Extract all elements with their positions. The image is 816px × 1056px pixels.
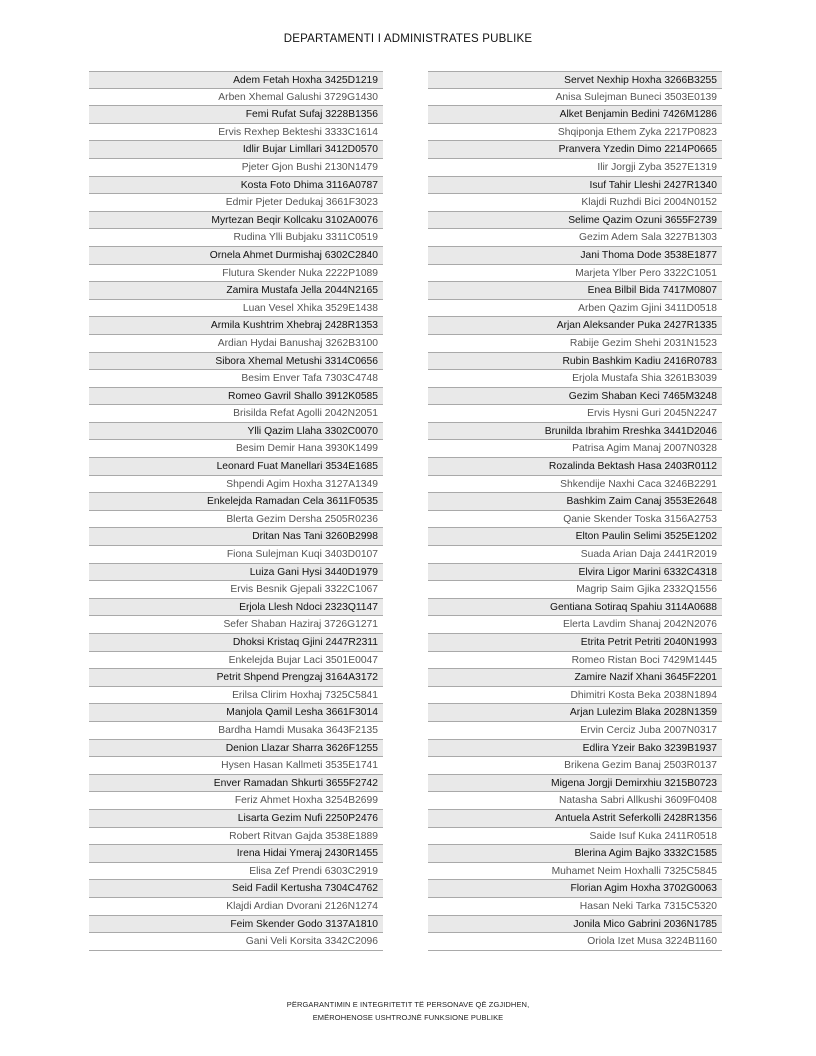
list-item: Hysen Hasan Kallmeti 3535E1741 xyxy=(89,757,383,775)
list-item: Elvira Ligor Marini 6332C4318 xyxy=(428,564,722,582)
list-item: Saide Isuf Kuka 2411R0518 xyxy=(428,828,722,846)
list-item: Luan Vesel Xhika 3529E1438 xyxy=(89,300,383,318)
list-item: Edlira Yzeir Bako 3239B1937 xyxy=(428,740,722,758)
right-name-column xyxy=(428,71,722,951)
list-item: Ylli Qazim Llaha 3302C0070 xyxy=(89,423,383,441)
list-item: Ilir Jorgji Zyba 3527E1319 xyxy=(428,159,722,177)
list-item: Rozalinda Bektash Hasa 2403R0112 xyxy=(428,458,722,476)
list-item: Patrisa Agim Manaj 2007N0328 xyxy=(428,440,722,458)
list-item: Fiona Sulejman Kuqi 3403D0107 xyxy=(89,546,383,564)
list-item: Migena Jorgji Demirxhiu 3215B0723 xyxy=(428,775,722,793)
list-item: Idlir Bujar Limllari 3412D0570 xyxy=(89,141,383,159)
list-item: Oriola Izet Musa 3224B1160 xyxy=(428,933,722,951)
list-item: Pjeter Gjon Bushi 2130N1479 xyxy=(89,159,383,177)
list-item: Klajdi Ardian Dvorani 2126N1274 xyxy=(89,898,383,916)
list-item: Petrit Shpend Prengzaj 3164A3172 xyxy=(89,669,383,687)
list-item: Jonila Mico Gabrini 2036N1785 xyxy=(428,916,722,934)
list-item: Jani Thoma Dode 3538E1877 xyxy=(428,247,722,265)
list-item: Gani Veli Korsita 3342C2096 xyxy=(89,933,383,951)
list-item: Erjola Llesh Ndoci 2323Q1147 xyxy=(89,599,383,617)
list-item: Ervis Besnik Gjepali 3322C1067 xyxy=(89,581,383,599)
list-item: Antuela Astrit Seferkolli 2428R1356 xyxy=(428,810,722,828)
list-item: Gezim Shaban Keci 7465M3248 xyxy=(428,388,722,406)
page-title: DEPARTAMENTI I ADMINISTRATES PUBLIKE xyxy=(283,33,533,45)
list-item: Arben Qazim Gjini 3411D0518 xyxy=(428,300,722,318)
list-item: Feriz Ahmet Hoxha 3254B2699 xyxy=(89,792,383,810)
list-item: Selime Qazim Ozuni 3655F2739 xyxy=(428,212,722,230)
list-item: Arjan Lulezim Blaka 2028N1359 xyxy=(428,704,722,722)
list-item: Muhamet Neim Hoxhalli 7325C5845 xyxy=(428,863,722,881)
list-item: Armila Kushtrim Xhebraj 2428R1353 xyxy=(89,317,383,335)
list-item: Dhimitri Kosta Beka 2038N1894 xyxy=(428,687,722,705)
list-item: Dritan Nas Tani 3260B2998 xyxy=(89,528,383,546)
list-item: Zamira Mustafa Jella 2044N2165 xyxy=(89,282,383,300)
list-item: Qanie Skender Toska 3156A2753 xyxy=(428,511,722,529)
list-item: Ervis Rexhep Bekteshi 3333C1614 xyxy=(89,124,383,142)
list-item: Enver Ramadan Shkurti 3655F2742 xyxy=(89,775,383,793)
list-item: Hasan Neki Tarka 7315C5320 xyxy=(428,898,722,916)
list-item: Elerta Lavdim Shanaj 2042N2076 xyxy=(428,616,722,634)
list-item: Luiza Gani Hysi 3440D1979 xyxy=(89,564,383,582)
list-item: Leonard Fuat Manellari 3534E1685 xyxy=(89,458,383,476)
list-item: Romeo Ristan Boci 7429M1445 xyxy=(428,652,722,670)
list-item: Klajdi Ruzhdi Bici 2004N0152 xyxy=(428,194,722,212)
list-item: Erjola Mustafa Shia 3261B3039 xyxy=(428,370,722,388)
list-item: Magrip Saim Gjika 2332Q1556 xyxy=(428,581,722,599)
list-item: Femi Rufat Sufaj 3228B1356 xyxy=(89,106,383,124)
list-item: Ardian Hydai Banushaj 3262B3100 xyxy=(89,335,383,353)
list-item: Blerina Agim Bajko 3332C1585 xyxy=(428,845,722,863)
list-item: Denion Llazar Sharra 3626F1255 xyxy=(89,740,383,758)
list-item: Arjan Aleksander Puka 2427R1335 xyxy=(428,317,722,335)
list-item: Brikena Gezim Banaj 2503R0137 xyxy=(428,757,722,775)
list-item: Bardha Hamdi Musaka 3643F2135 xyxy=(89,722,383,740)
list-item: Elton Paulin Selimi 3525E1202 xyxy=(428,528,722,546)
list-item: Rudina Ylli Bubjaku 3311C0519 xyxy=(89,229,383,247)
list-item: Bashkim Zaim Canaj 3553E2648 xyxy=(428,493,722,511)
left-name-column xyxy=(89,71,383,951)
list-item: Robert Ritvan Gajda 3538E1889 xyxy=(89,828,383,846)
list-item: Suada Arian Daja 2441R2019 xyxy=(428,546,722,564)
list-item: Ornela Ahmet Durmishaj 6302C2840 xyxy=(89,247,383,265)
list-item: Irena Hidai Ymeraj 2430R1455 xyxy=(89,845,383,863)
list-item: Kosta Foto Dhima 3116A0787 xyxy=(89,177,383,195)
list-item: Shkendije Naxhi Caca 3246B2291 xyxy=(428,476,722,494)
list-item: Rubin Bashkim Kadiu 2416R0783 xyxy=(428,353,722,371)
list-item: Gezim Adem Sala 3227B1303 xyxy=(428,229,722,247)
list-item: Ervin Cerciz Juba 2007N0317 xyxy=(428,722,722,740)
list-item: Brisilda Refat Agolli 2042N2051 xyxy=(89,405,383,423)
list-item: Dhoksi Kristaq Gjini 2447R2311 xyxy=(89,634,383,652)
list-item: Servet Nexhip Hoxha 3266B3255 xyxy=(428,71,722,89)
list-item: Feim Skender Godo 3137A1810 xyxy=(89,916,383,934)
list-item: Enkelejda Bujar Laci 3501E0047 xyxy=(89,652,383,670)
list-item: Shpendi Agim Hoxha 3127A1349 xyxy=(89,476,383,494)
page-footer xyxy=(0,998,816,1024)
list-item: Elisa Zef Prendi 6303C2919 xyxy=(89,863,383,881)
list-item: Etrita Petrit Petriti 2040N1993 xyxy=(428,634,722,652)
list-item: Zamire Nazif Xhani 3645F2201 xyxy=(428,669,722,687)
list-item: Enkelejda Ramadan Cela 3611F0535 xyxy=(89,493,383,511)
list-item: Alket Benjamin Bedini 7426M1286 xyxy=(428,106,722,124)
list-item: Seid Fadil Kertusha 7304C4762 xyxy=(89,880,383,898)
list-item: Enea Bilbil Bida 7417M0807 xyxy=(428,282,722,300)
list-item: Besim Enver Tafa 7303C4748 xyxy=(89,370,383,388)
list-item: Sibora Xhemal Metushi 3314C0656 xyxy=(89,353,383,371)
list-item: Flutura Skender Nuka 2222P1089 xyxy=(89,265,383,283)
list-item: Anisa Sulejman Buneci 3503E0139 xyxy=(428,89,722,107)
list-item: Blerta Gezim Dersha 2505R0236 xyxy=(89,511,383,529)
list-item: Pranvera Yzedin Dimo 2214P0665 xyxy=(428,141,722,159)
list-item: Shqiponja Ethem Zyka 2217P0823 xyxy=(428,124,722,142)
list-item: Adem Fetah Hoxha 3425D1219 xyxy=(89,71,383,89)
list-item: Besim Demir Hana 3930K1499 xyxy=(89,440,383,458)
list-item: Romeo Gavril Shallo 3912K0585 xyxy=(89,388,383,406)
list-item: Brunilda Ibrahim Rreshka 3441D2046 xyxy=(428,423,722,441)
list-item: Rabije Gezim Shehi 2031N1523 xyxy=(428,335,722,353)
list-item: Florian Agim Hoxha 3702G0063 xyxy=(428,880,722,898)
list-item: Erilsa Clirim Hoxhaj 7325C5841 xyxy=(89,687,383,705)
footer-line-1: PËRGARANTIMIN E INTEGRITETIT TË PERSONAVE QË ZGJIDHEN, xyxy=(286,1000,530,1009)
list-item: Edmir Pjeter Dedukaj 3661F3023 xyxy=(89,194,383,212)
list-item: Sefer Shaban Haziraj 3726G1271 xyxy=(89,616,383,634)
list-item: Myrtezan Beqir Kollcaku 3102A0076 xyxy=(89,212,383,230)
list-item: Ervis Hysni Guri 2045N2247 xyxy=(428,405,722,423)
list-item: Isuf Tahir Lleshi 2427R1340 xyxy=(428,177,722,195)
list-item: Lisarta Gezim Nufi 2250P2476 xyxy=(89,810,383,828)
list-item: Marjeta Ylber Pero 3322C1051 xyxy=(428,265,722,283)
list-item: Gentiana Sotiraq Spahiu 3114A0688 xyxy=(428,599,722,617)
footer-line-2: EMËROHENOSE USHTROJNË FUNKSIONE PUBLIKE xyxy=(312,1013,504,1022)
list-item: Natasha Sabri Allkushi 3609F0408 xyxy=(428,792,722,810)
list-item: Manjola Qamil Lesha 3661F3014 xyxy=(89,704,383,722)
list-item: Arben Xhemal Galushi 3729G1430 xyxy=(89,89,383,107)
